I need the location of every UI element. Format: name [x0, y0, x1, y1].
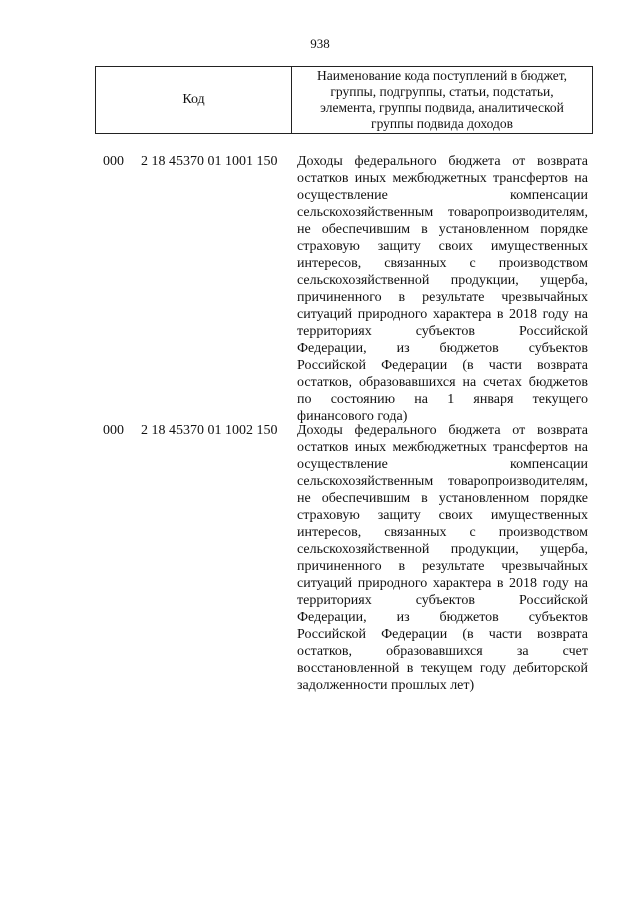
- description-line: интересов, связанных с производством: [297, 525, 588, 540]
- admin-code: 000: [103, 423, 124, 438]
- page-number: 938: [310, 36, 330, 51]
- description-line: страховую защиту своих имущественных: [297, 239, 588, 254]
- description-line: причиненного в результате чрезвычайных: [297, 290, 588, 305]
- table-header: [95, 66, 593, 134]
- description-line: остатков, образовавшихся за счет: [297, 644, 588, 659]
- header-code-column: Код: [96, 67, 292, 133]
- description-line: ситуаций природного характера в 2018 году на: [297, 576, 588, 591]
- description-line: сельскохозяйственной продукции, ущерба,: [297, 542, 588, 557]
- description-line: сельскохозяйственным товаропроизводителям,: [297, 205, 588, 220]
- description-line: осуществление компенсации: [297, 457, 588, 472]
- description-line: интересов, связанных с производством: [297, 256, 588, 271]
- description-line: восстановленной в текущем году дебиторской: [297, 661, 588, 676]
- description-line: страховую защиту своих имущественных: [297, 508, 588, 523]
- entry-description: [297, 153, 588, 425]
- description-line: причиненного в результате чрезвычайных: [297, 559, 588, 574]
- description-line: остатков, образовавшихся на счетах бюджетов: [297, 375, 588, 390]
- description-line: по состоянию на 1 января текущего: [297, 392, 588, 407]
- description-line: сельскохозяйственным товаропроизводителям,: [297, 474, 588, 489]
- description-line: не обеспечившим в установленном порядке: [297, 222, 588, 237]
- admin-code: 000: [103, 154, 124, 169]
- header-name-line: группы подвида доходов: [371, 116, 513, 131]
- description-line: Российской Федерации (в части возврата: [297, 627, 588, 642]
- description-line: сельскохозяйственной продукции, ущерба,: [297, 273, 588, 288]
- description-line: задолженности прошлых лет): [297, 678, 475, 693]
- description-line: территориях субъектов Российской: [297, 593, 588, 608]
- header-name-line: группы, подгруппы, статьи, подстатьи,: [330, 84, 554, 99]
- description-line: остатков иных межбюджетных трансфертов на: [297, 171, 588, 186]
- header-name-column: [292, 67, 592, 133]
- description-line: финансового года): [297, 409, 408, 424]
- description-line: ситуаций природного характера в 2018 году на: [297, 307, 588, 322]
- description-line: Федерации, из бюджетов субъектов: [297, 341, 588, 356]
- budget-code: 2 18 45370 01 1001 150: [141, 154, 278, 169]
- description-line: Доходы федерального бюджета от возврата: [297, 423, 588, 438]
- header-name-line: Наименование кода поступлений в бюджет,: [316, 68, 567, 83]
- description-line: не обеспечившим в установленном порядке: [297, 491, 588, 506]
- entry-description: [297, 422, 588, 694]
- description-line: территориях субъектов Российской: [297, 324, 588, 339]
- header-name-line: элемента, группы подвида, аналитической: [320, 100, 564, 115]
- description-line: Федерации, из бюджетов субъектов: [297, 610, 588, 625]
- description-line: Доходы федерального бюджета от возврата: [297, 154, 588, 169]
- description-line: осуществление компенсации: [297, 188, 588, 203]
- description-line: остатков иных межбюджетных трансфертов на: [297, 440, 588, 455]
- budget-code: 2 18 45370 01 1002 150: [141, 423, 278, 438]
- description-line: Российской Федерации (в части возврата: [297, 358, 588, 373]
